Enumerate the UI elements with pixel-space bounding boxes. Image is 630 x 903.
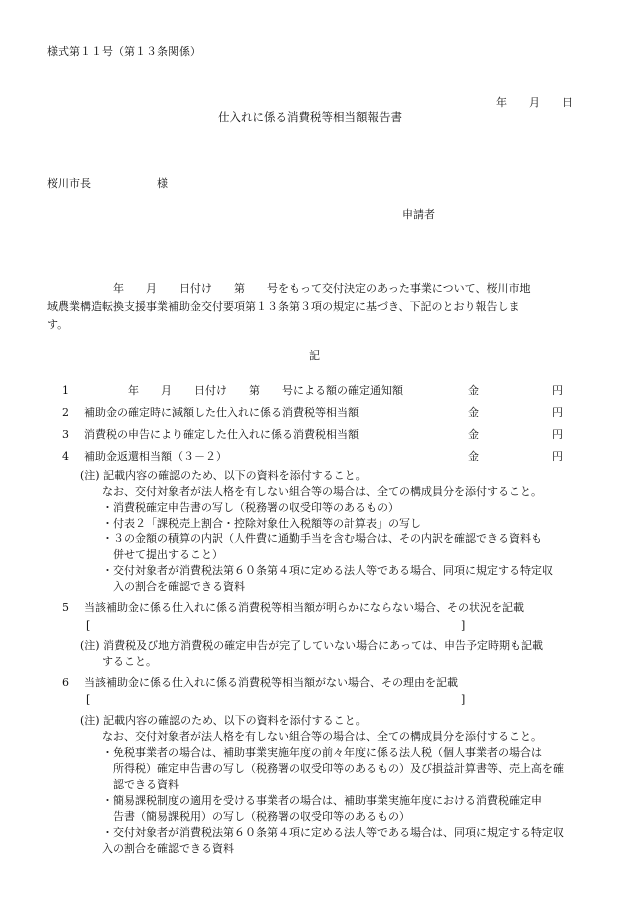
document-title: 仕入れに係る消費税等相当額報告書: [218, 110, 402, 124]
item-row: 5 当該補助金に係る仕入れに係る消費税等相当額が明らかにならない場合、その状況を記載: [62, 601, 524, 614]
note-line: ・免税事業者の場合は、補助事業実施年度の前々年度に係る法人税（個人事業者の場合は: [80, 746, 542, 759]
note-line: なお、交付対象者が法人格を有しない組合等の場合は、全ての構成員分を添付すること。: [80, 730, 542, 743]
item-row: 2 補助金の確定時に減額した仕入れに係る消費税等相当額 金 円: [62, 406, 563, 419]
note-line: 認できる資料: [80, 778, 179, 791]
note-line: ・交付対象者が消費税法第６０条第４項に定める法人等である場合は、同項に規定する特定収: [80, 826, 564, 839]
note-line: ・付表２「課税売上割合・控除対象仕入税額等の計算表」の写し: [80, 517, 421, 530]
note-line: ・交付対象者が消費税法第６０条第４項に定める法人等である場合、同項に規定する特定収: [80, 564, 553, 577]
applicant-label: 申請者: [402, 208, 435, 221]
note-line: 所得税）確定申告書の写し（税務署の収受印等のあるもの）及び損益計算書等、売上高を確: [80, 762, 564, 775]
note-line: すること。: [80, 655, 157, 668]
ki-heading: 記: [309, 349, 320, 362]
note-line: (注) 記載内容の確認のため、以下の資料を添付すること。: [80, 469, 367, 482]
item-row: 1 年 月 日付け 第 号による額の確定通知額 金 円: [62, 384, 563, 397]
note-line: 併せて提出すること）: [80, 548, 223, 561]
note-line: ・３の金額の積算の内訳（人件費に通勤手当を含む場合は、その内訳を確認できる資料も: [80, 532, 542, 545]
note-line: なお、交付対象者が法人格を有しない組合等の場合は、全ての構成員分を添付すること。: [80, 485, 542, 498]
item-row: 6 当該補助金に係る仕入れに係る消費税等相当額がない場合、その理由を記載: [62, 676, 458, 689]
item-row: 3 消費税の申告により確定した仕入れに係る消費税相当額 金 円: [62, 428, 563, 441]
item-row: 4 補助金返還相当額（３－２） 金 円: [62, 450, 563, 463]
note-line: (注) 記載内容の確認のため、以下の資料を添付すること。: [80, 714, 367, 727]
form-number: 様式第１１号（第１３条関係）: [47, 45, 201, 58]
note-line: 入の割合を確認できる資料: [80, 842, 234, 855]
intro-line: 域農業構造転換支援事業補助金交付要項第１３条第３項の規定に基づき、下記のとおり報告しま: [47, 300, 520, 313]
note-line: (注) 消費税及び地方消費税の確定申告が完了していない場合にあっては、申告予定時期も記載: [80, 639, 543, 652]
date-field: 年 月 日: [496, 96, 573, 109]
note-line: ・消費税確定申告書の写し（税務署の収受印等のあるもの）: [80, 501, 399, 514]
bracket-field: [ ]: [86, 693, 466, 706]
note-line: 入の割合を確認できる資料: [80, 580, 245, 593]
note-line: ・簡易課税制度の適用を受ける事業者の場合は、補助事業実施年度における消費税確定申: [80, 794, 542, 807]
intro-line: す。: [47, 318, 69, 331]
bracket-field: [ ]: [86, 619, 466, 632]
note-line: 告書（簡易課税用）の写し（税務署の収受印等のあるもの）: [80, 810, 410, 823]
addressee: 桜川市長 様: [47, 177, 168, 190]
intro-line: 年 月 日付け 第 号をもって交付決定のあった事業について、桜川市地: [47, 282, 531, 295]
